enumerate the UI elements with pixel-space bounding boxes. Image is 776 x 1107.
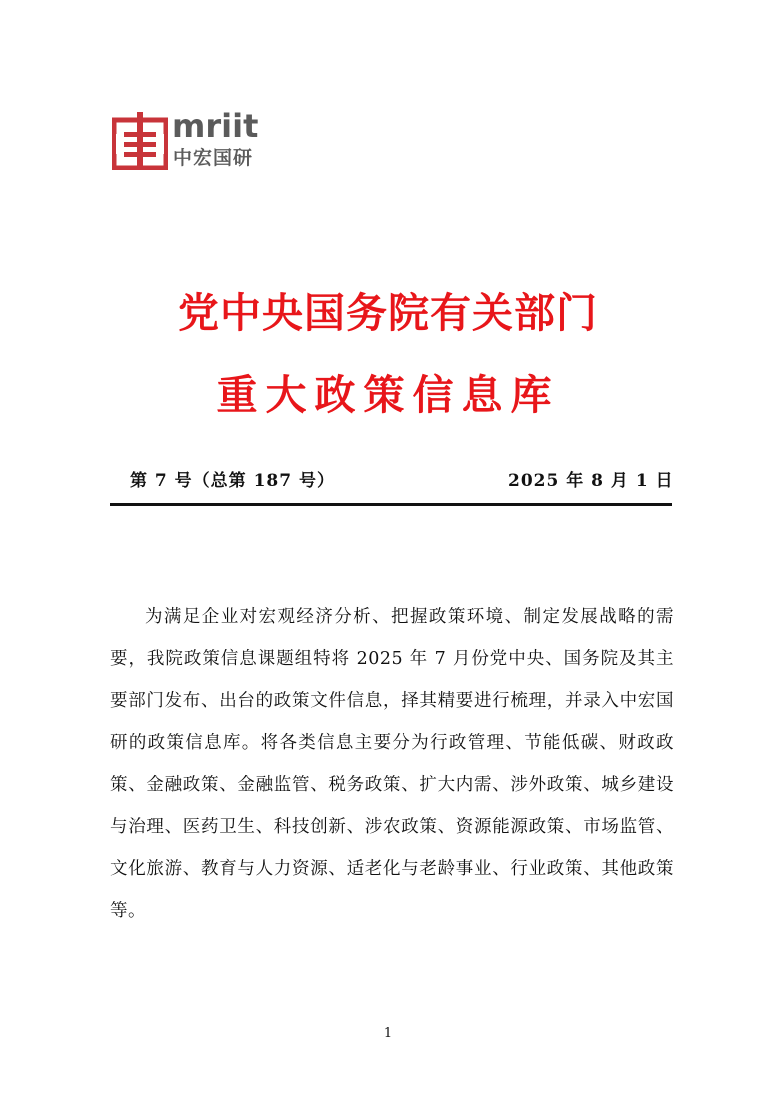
document-title-line-2: 重大政策信息库 xyxy=(216,371,560,419)
header-divider xyxy=(110,503,672,506)
intro-paragraph: 为满足企业对宏观经济分析、把握政策环境、制定发展战略的需要，我院政策信息课题组特将 2025 年 7 月份党中央、国务院及其主要部门发布、出台的政策文件信息，择其精要进行梳理，并录入中宏国研的政策信息库。将各类信息主要分为行政管理、节能低碳、财政政策、金融政策、金融监管、税务政策、扩大内需、涉外政策、城乡建设与治理、医药卫生、科技创新、涉农政策、资源能源政策、市场监管、文化旅游、教育与人力资源、适老化与老龄事业、行业政策、其他政策等。 xyxy=(110,607,674,921)
logo xyxy=(112,107,272,174)
logo-latin-text: mriit xyxy=(172,107,259,145)
document-title-line-1: 党中央国务院有关部门 xyxy=(178,289,598,337)
page-number: 1 xyxy=(383,1026,393,1041)
mriit-logo-mark-icon xyxy=(112,112,168,170)
logo-chinese-text: 中宏国研 xyxy=(173,147,254,169)
issue-date: 2025 年 8 月 1 日 xyxy=(508,471,674,491)
issue-number: 第 7 号（总第 187 号） xyxy=(130,471,335,491)
